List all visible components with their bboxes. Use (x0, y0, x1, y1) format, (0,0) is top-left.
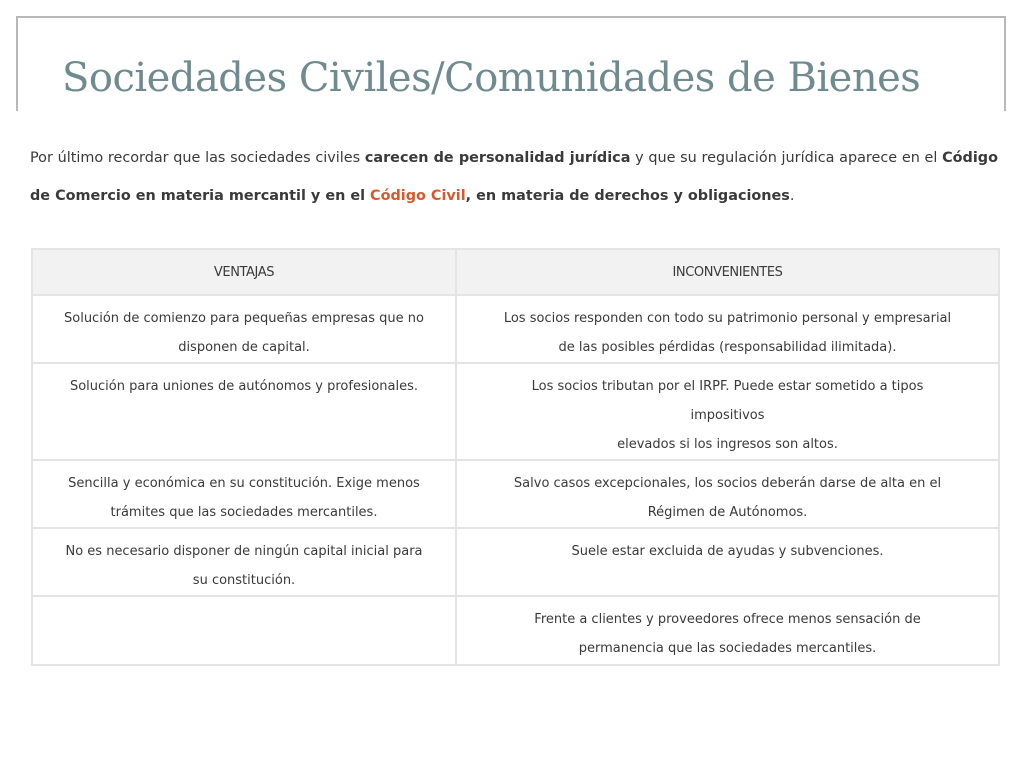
table-row (32, 363, 999, 460)
inconveniente-cell-line: permanencia que las sociedades mercantiles. (578, 641, 877, 656)
table-header-row (32, 249, 999, 295)
ventaja-cell (32, 460, 456, 528)
table-row (32, 460, 999, 528)
header-inconvenientes: INCONVENIENTES (456, 249, 999, 295)
inconveniente-cell-line: impositivos (690, 408, 765, 423)
ventaja-cell-line: su constitución. (192, 573, 296, 588)
ventaja-cell-line: disponen de capital. (178, 340, 310, 355)
ventaja-cell (32, 528, 456, 596)
inconveniente-cell (456, 363, 999, 460)
table-row (32, 528, 999, 596)
intro-bold-3: , en materia de derechos y obligaciones (465, 188, 790, 204)
inconveniente-cell-line: Los socios tributan por el IRPF. Puede estar sometido a tipos (531, 379, 924, 394)
intro-end: . (789, 188, 795, 204)
table-body (32, 295, 999, 665)
inconveniente-cell-line: Frente a clientes y proveedores ofrece menos sensación de (534, 612, 921, 627)
intro-bold-2: Código de Comercio en materia mercantil y en el (30, 150, 998, 204)
inconveniente-cell (456, 295, 999, 363)
ventaja-cell-line: trámites que las sociedades mercantiles. (110, 505, 378, 520)
ventaja-cell-line: Solución de comienzo para pequeñas empresas que no (64, 311, 424, 326)
table-row (32, 295, 999, 363)
ventaja-cell (32, 596, 456, 665)
slide-title: Sociedades Civiles/Comunidades de Bienes (62, 55, 921, 101)
inconveniente-cell-line: Suele estar excluida de ayudas y subvenciones. (571, 544, 884, 559)
inconveniente-cell-line: Salvo casos excepcionales, los socios deberán darse de alta en el (513, 476, 942, 491)
ventaja-cell-line: Sencilla y económica en su constitución. Exige menos (68, 476, 420, 491)
table-row (32, 596, 999, 665)
comparison-table (31, 248, 1000, 666)
ventaja-cell-line: No es necesario disponer de ningún capital inicial para (65, 544, 423, 559)
inconveniente-cell-line: Los socios responden con todo su patrimonio personal y empresarial (503, 311, 952, 326)
intro-text-2: y que su regulación jurídica aparece en el (630, 150, 943, 166)
header-ventajas: VENTAJAS (32, 249, 456, 295)
ventaja-cell (32, 363, 456, 460)
inconveniente-cell (456, 528, 999, 596)
intro-bold-1: carecen de personalidad jurídica (364, 150, 631, 166)
inconveniente-cell-line: Régimen de Autónomos. (647, 505, 808, 520)
codigo-civil-link[interactable]: Código Civil (370, 188, 466, 204)
inconveniente-cell-line: de las posibles pérdidas (responsabilidad ilimitada). (558, 340, 897, 355)
inconveniente-cell-line: elevados si los ingresos son altos. (617, 437, 838, 452)
ventaja-cell (32, 295, 456, 363)
intro-paragraph (30, 139, 998, 215)
inconveniente-cell (456, 596, 999, 665)
ventaja-cell-line: Solución para uniones de autónomos y profesionales. (69, 379, 419, 394)
inconveniente-cell (456, 460, 999, 528)
intro-text-1: Por último recordar que las sociedades civiles (30, 150, 365, 166)
